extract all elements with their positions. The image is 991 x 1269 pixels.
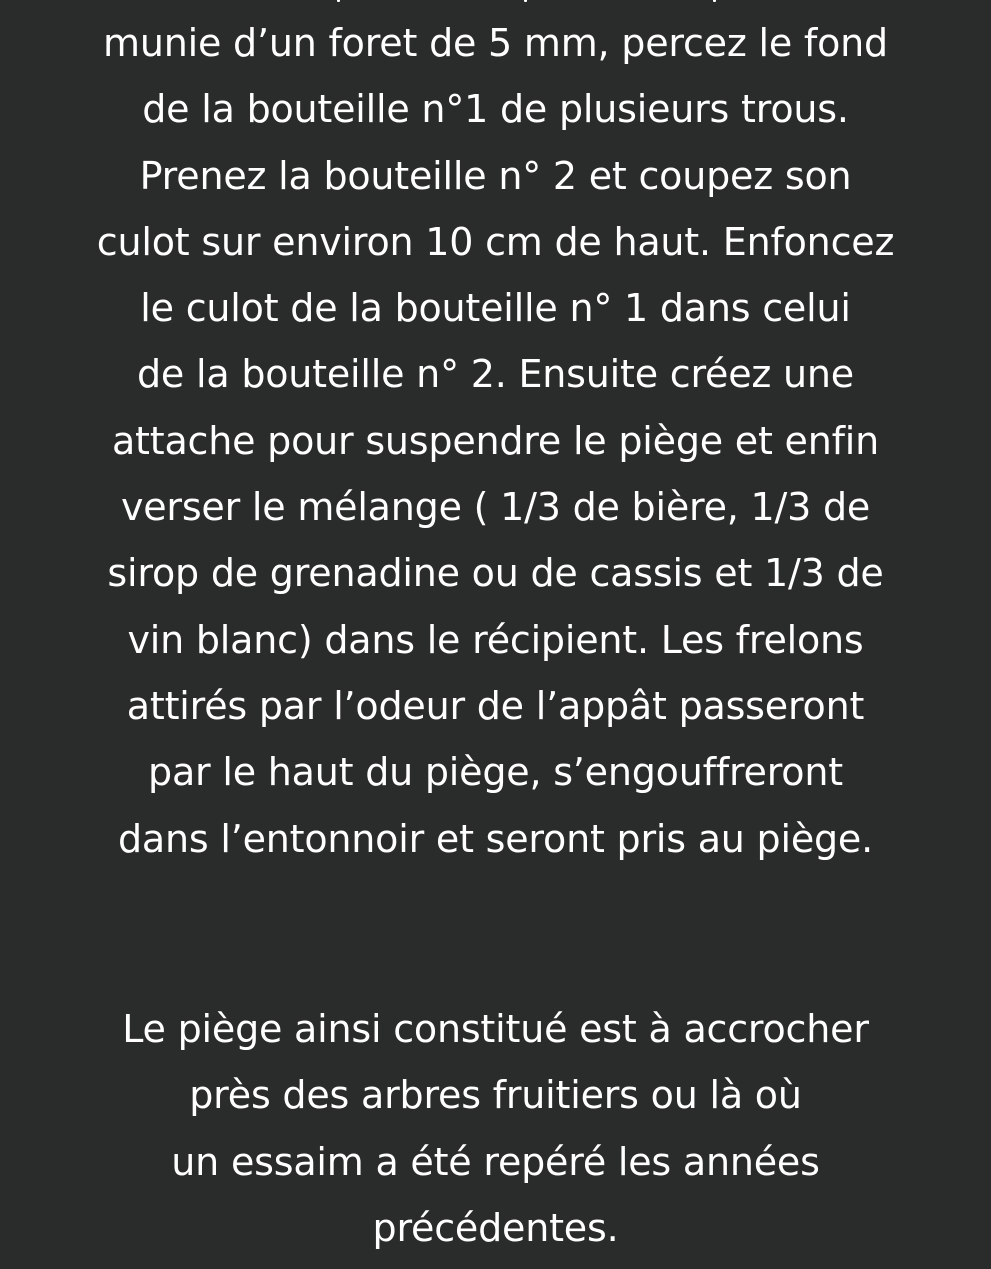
placement-paragraph <box>0 996 991 1261</box>
text-line: attache pour suspendre le piège et enfin <box>111 418 880 463</box>
text-line: un essaim a été repéré les années <box>171 1139 820 1184</box>
text-line: de la bouteille n°1 de plusieurs trous. <box>142 87 849 132</box>
text-line: de la bouteille n° 2. Ensuite créez une <box>137 352 854 397</box>
text-line: précédentes. <box>372 1205 619 1250</box>
text-line: dans l’entonnoir et seront pris au piège. <box>118 816 873 861</box>
text-line: Prenez la bouteille n° 2 et coupez son <box>139 153 852 198</box>
text-line: munie d’un foret de 5 mm, percez le fond <box>103 21 888 65</box>
text-line: par le haut du piège, s’engouffreront <box>148 750 843 795</box>
text-line: le culot de la bouteille n° 1 dans celui <box>140 286 851 331</box>
text-line: sirop de grenadine ou de cassis et 1/3 de <box>107 551 884 596</box>
text-line: verser le mélange ( 1/3 de bière, 1/3 de <box>120 485 871 530</box>
text-line: Le piège ainsi constitué est à accrocher <box>122 1007 869 1051</box>
text-line: culot sur environ 10 cm de haut. Enfoncez <box>96 219 895 264</box>
cropped-previous-line <box>0 0 991 4</box>
text-line: près des arbres fruitiers ou là où <box>189 1073 802 1118</box>
text-line: attirés par l’odeur de l’appât passeront <box>126 683 865 728</box>
instructions-paragraph <box>0 10 991 872</box>
text-line: vin blanc) dans le récipient. Les frelons <box>127 617 864 662</box>
